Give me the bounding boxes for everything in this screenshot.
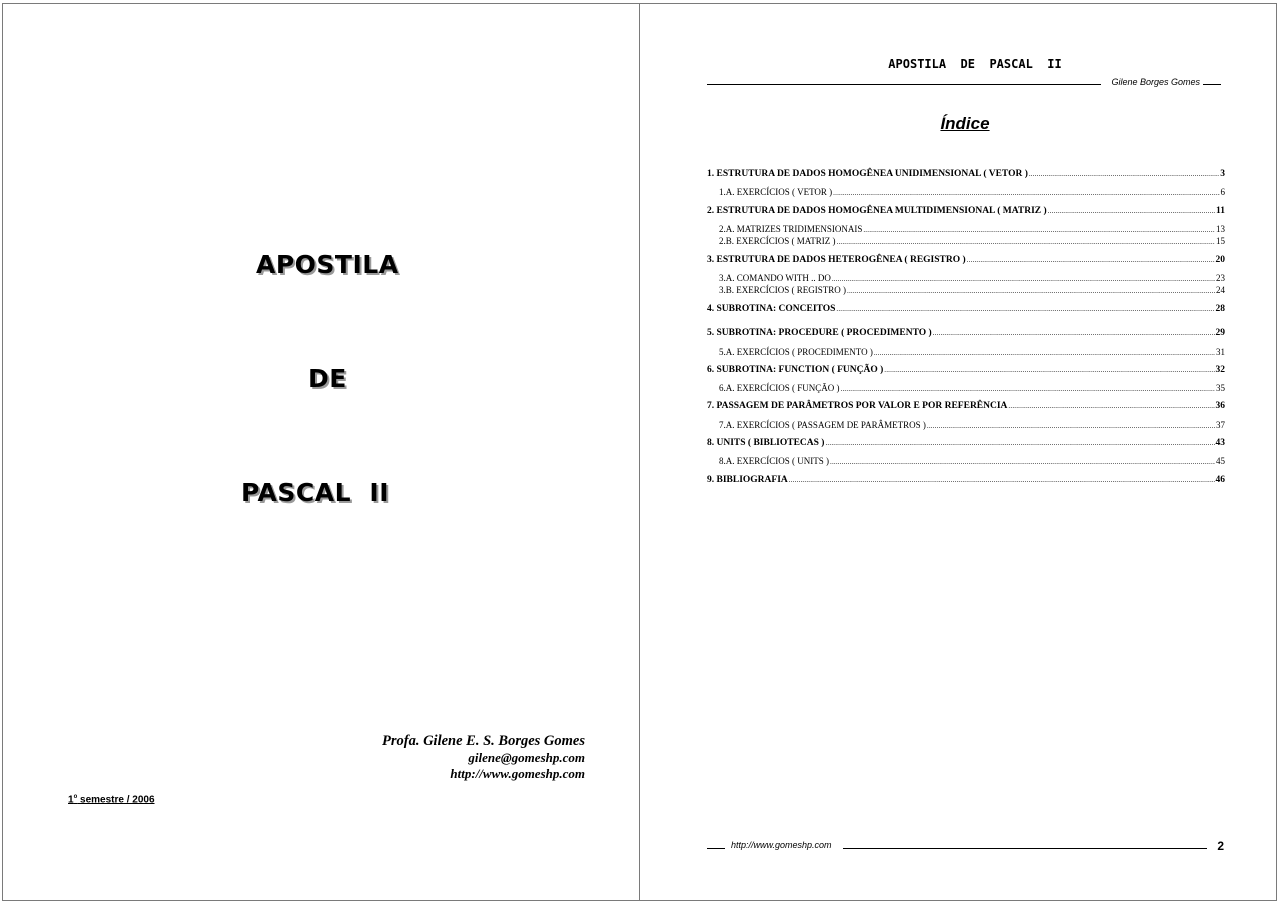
toc-entry[interactable] (707, 346, 1225, 359)
toc-entry[interactable] (707, 186, 1225, 199)
toc-entry-page: 6 (1220, 187, 1225, 197)
toc-entry[interactable] (707, 474, 1225, 486)
toc-entry[interactable] (707, 284, 1225, 297)
cover-title-line-2: DE (308, 364, 347, 393)
toc-dot-leader (837, 235, 1216, 248)
toc-dot-leader (825, 437, 1214, 449)
toc-dot-leader (967, 254, 1215, 266)
author-name: Profa. Gilene E. S. Borges Gomes (382, 733, 585, 749)
toc-entry-page: 23 (1216, 273, 1225, 283)
toc-entry-title: 4. SUBROTINA: CONCEITOS (707, 304, 836, 314)
toc-dot-leader (884, 364, 1214, 376)
toc-entry[interactable] (707, 400, 1225, 412)
toc-entry[interactable] (707, 364, 1225, 376)
header-rule-line (707, 84, 1101, 85)
toc-entry-page: 15 (1216, 236, 1225, 246)
toc-entry-title: 3. ESTRUTURA DE DADOS HETEROGÊNEA ( REGISTRO ) (707, 255, 966, 265)
toc-entry-title: 7.A. EXERCÍCIOS ( PASSAGEM DE PARÂMETROS ) (719, 420, 926, 430)
toc-entry-title: 2. ESTRUTURA DE DADOS HOMOGÊNEA MULTIDIMENSIONAL ( MATRIZ ) (707, 206, 1047, 216)
toc-entry[interactable] (707, 455, 1225, 468)
toc-dot-leader (841, 382, 1215, 395)
author-block (382, 733, 585, 782)
toc-entry-title: 7. PASSAGEM DE PARÂMETROS POR VALOR E POR REFERÊNCIA (707, 401, 1008, 411)
toc-entry-page: 29 (1215, 328, 1225, 338)
header-rule-tail (1203, 84, 1221, 85)
toc-entry-page: 36 (1215, 401, 1225, 411)
toc-entry[interactable] (707, 205, 1225, 217)
toc-entry-title: 8. UNITS ( BIBLIOTECAS ) (707, 438, 825, 448)
toc-entry-title: 3.B. EXERCÍCIOS ( REGISTRO ) (719, 285, 847, 295)
toc-entry[interactable] (707, 382, 1225, 395)
semester-label (68, 794, 155, 805)
footer-url: http://www.gomeshp.com (731, 840, 832, 850)
toc-entry-title: 2.B. EXERCÍCIOS ( MATRIZ ) (719, 236, 836, 246)
toc-entry-page: 37 (1216, 420, 1225, 430)
running-author: Gilene Borges Gomes (1111, 77, 1200, 87)
toc-entry-page: 11 (1216, 206, 1225, 216)
page-divider (639, 3, 640, 901)
toc-entry-page: 46 (1215, 475, 1225, 485)
toc-entry-page: 20 (1215, 255, 1225, 265)
toc-entry-title: 3.A. COMANDO WITH .. DO (719, 273, 831, 283)
toc-entry-page: 43 (1215, 438, 1225, 448)
toc-entry[interactable] (707, 168, 1225, 180)
toc-entry-page: 3 (1220, 169, 1225, 179)
semester-text: semestre / 2006 (77, 794, 155, 806)
header-rule (707, 73, 1221, 87)
toc-dot-leader (1008, 400, 1214, 412)
toc-entry[interactable] (707, 327, 1225, 339)
page-number: 2 (1217, 839, 1224, 853)
index-heading: Índice (940, 114, 990, 133)
running-title: APOSTILA DE PASCAL II (888, 57, 1062, 71)
toc-dot-leader (1048, 205, 1215, 217)
toc-entry[interactable] (707, 235, 1225, 248)
toc-dot-leader (789, 474, 1215, 486)
toc-dot-leader (927, 419, 1215, 432)
toc-entry[interactable] (707, 437, 1225, 449)
cover-title-line-1: APOSTILA (256, 250, 399, 279)
toc-entry-title: 5.A. EXERCÍCIOS ( PROCEDIMENTO ) (719, 347, 873, 357)
toc-dot-leader (1029, 168, 1219, 180)
toc-entry-title: 5. SUBROTINA: PROCEDURE ( PROCEDIMENTO ) (707, 328, 932, 338)
toc-entry-page: 45 (1216, 456, 1225, 466)
toc-entry-page: 31 (1216, 347, 1225, 357)
toc-entry-page: 28 (1215, 304, 1225, 314)
toc-entry-page: 24 (1216, 285, 1225, 295)
cover-title-line-3: PASCAL II (241, 478, 390, 507)
author-email: gilene@gomeshp.com (468, 750, 585, 765)
toc-dot-leader (874, 346, 1215, 359)
toc-entry[interactable] (707, 419, 1225, 432)
toc-dot-leader (847, 284, 1215, 297)
toc-dot-leader (833, 186, 1219, 199)
toc-entry[interactable] (707, 303, 1225, 315)
toc-entry-page: 13 (1216, 224, 1225, 234)
semester-ordinal: o (73, 794, 78, 800)
toc-entry-title: 6.A. EXERCÍCIOS ( FUNÇÃO ) (719, 383, 840, 393)
toc-entry-title: 8.A. EXERCÍCIOS ( UNITS ) (719, 456, 829, 466)
running-header (707, 57, 1221, 87)
toc-dot-leader (830, 455, 1215, 468)
toc-dot-leader (933, 327, 1215, 339)
semester-number: 1 (68, 794, 74, 806)
running-footer (707, 838, 1225, 854)
footer-lead-line (707, 848, 725, 849)
toc-entry-title: 6. SUBROTINA: FUNCTION ( FUNÇÃO ) (707, 365, 884, 375)
footer-rule (843, 848, 1207, 849)
toc-entry-page: 35 (1216, 383, 1225, 393)
toc-entry-title: 1. ESTRUTURA DE DADOS HOMOGÊNEA UNIDIMENSIONAL ( VETOR ) (707, 169, 1028, 179)
toc-entry-title: 9. BIBLIOGRAFIA (707, 475, 788, 485)
toc-entry-title: 1.A. EXERCÍCIOS ( VETOR ) (719, 187, 833, 197)
toc-entry-page: 32 (1215, 365, 1225, 375)
toc-entry[interactable] (707, 254, 1225, 266)
author-website: http://www.gomeshp.com (450, 766, 585, 781)
toc-dot-leader (836, 303, 1214, 315)
toc-entry-title: 2.A. MATRIZES TRIDIMENSIONAIS (719, 224, 863, 234)
